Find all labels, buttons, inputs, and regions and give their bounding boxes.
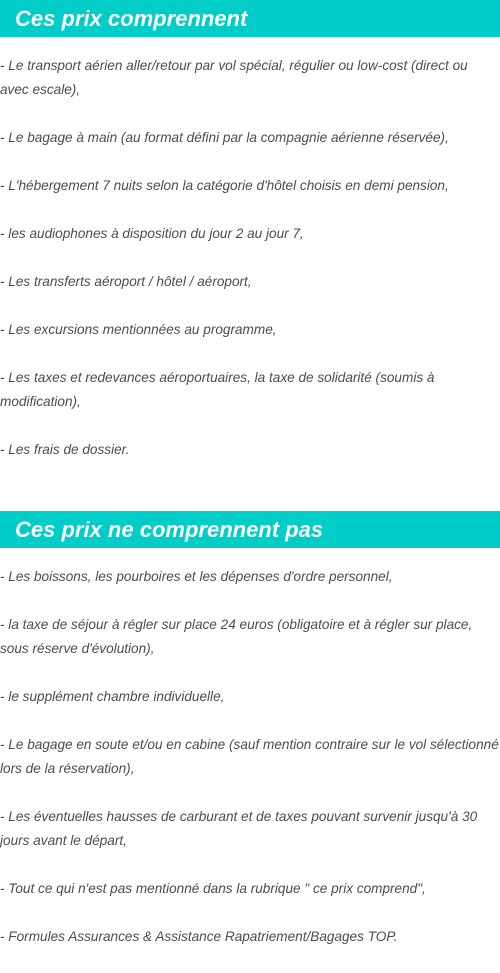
excluded-item: - Formules Assurances & Assistance Rapatriement/Bagages TOP. (0, 929, 398, 944)
excluded-section (0, 511, 500, 973)
included-item: - Les excursions mentionnées au programme, (0, 322, 277, 337)
excluded-item: - Tout ce qui n'est pas mentionné dans la rubrique " ce prix comprend", (0, 881, 426, 896)
included-item: - Le transport aérien aller/retour par vol spécial, régulier ou low-cost (direct ou avec escale), (0, 58, 468, 97)
excluded-item: - Le bagage en soute et/ou en cabine (sauf mention contraire sur le vol sélectionné lors de la réservation), (0, 737, 499, 776)
included-section (0, 0, 500, 486)
included-item: - Le bagage à main (au format défini par la compagnie aérienne réservée), (0, 130, 449, 145)
included-item: - les audiophones à disposition du jour 2 au jour 7, (0, 226, 304, 241)
excluded-list (0, 565, 500, 949)
excluded-item: - Les boissons, les pourboires et les dépenses d'ordre personnel, (0, 569, 393, 584)
excluded-item: - le supplément chambre individuelle, (0, 689, 225, 704)
included-item: - Les frais de dossier. (0, 442, 130, 457)
included-item: - Les transferts aéroport / hôtel / aéroport, (0, 274, 252, 289)
excluded-item: - Les éventuelles hausses de carburant et de taxes pouvant survenir jusqu'à 30 jours avant le départ, (0, 809, 478, 848)
excluded-item: - la taxe de séjour à régler sur place 24 euros (obligatoire et à régler sur place, sous réserve d'évolution), (0, 617, 473, 656)
included-list (0, 54, 500, 462)
included-title: Ces prix comprennent (0, 0, 500, 37)
included-item: - L'hébergement 7 nuits selon la catégorie d'hôtel choisis en demi pension, (0, 178, 449, 193)
excluded-title: Ces prix ne comprennent pas (0, 511, 500, 548)
included-item: - Les taxes et redevances aéroportuaires, la taxe de solidarité (soumis à modification), (0, 370, 435, 409)
